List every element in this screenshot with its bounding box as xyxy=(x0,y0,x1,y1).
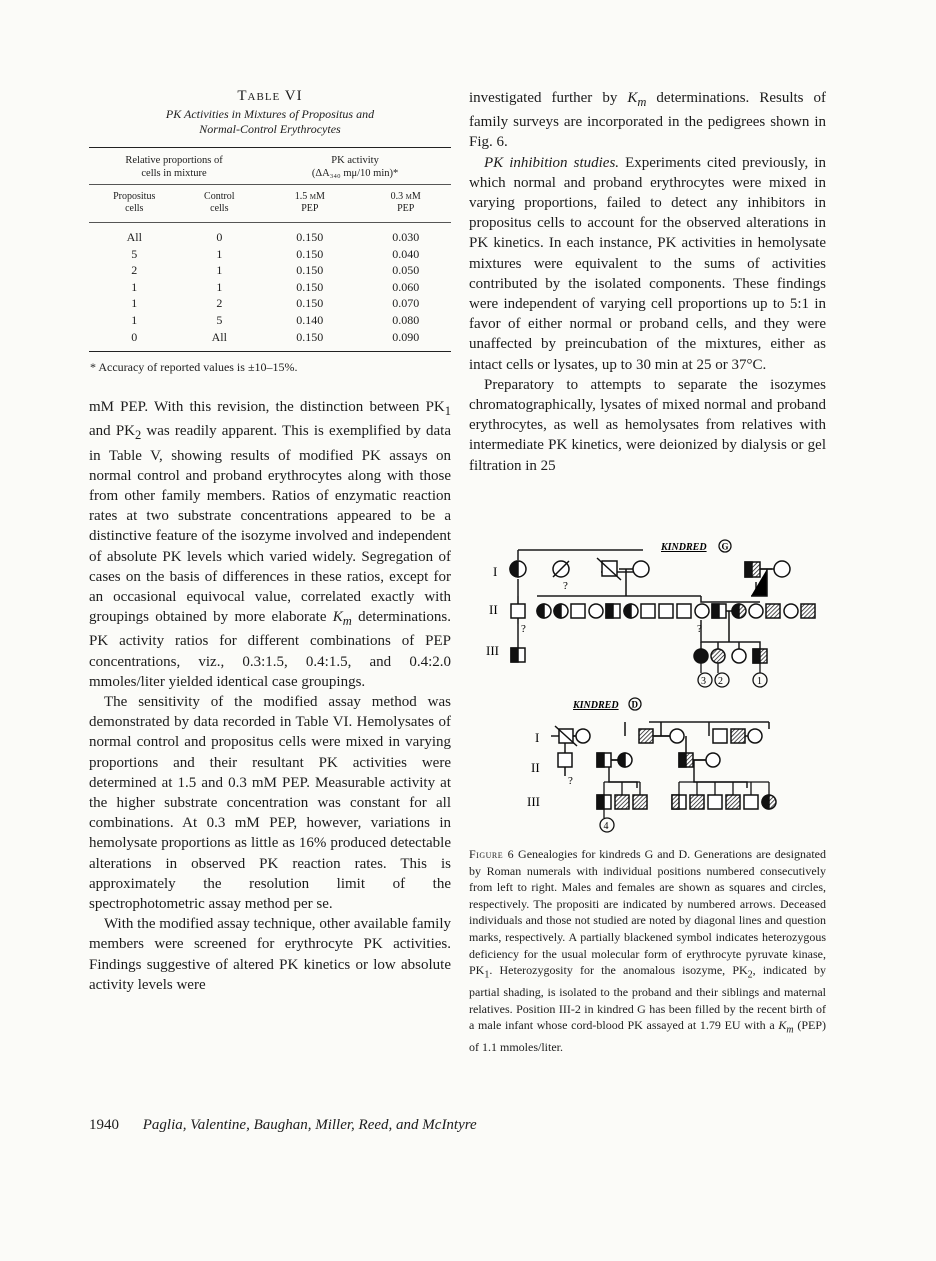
section-heading: PK inhibition studies. xyxy=(484,154,620,171)
table-row xyxy=(89,246,451,263)
caption-text: (PEP) of 1.1 mmoles/liter. xyxy=(469,1018,826,1055)
cell-control: All xyxy=(211,329,227,344)
text-run: investigated further by xyxy=(469,90,628,106)
pk-activity-table xyxy=(89,147,451,352)
cell-hi: 0.150 xyxy=(296,279,324,294)
caption-text: Genealogies for kindreds G and D. Generations are designated by Roman numerals with individual positions numbered consecutively from left to right. Males and females are shown as squares and circles, respectively. The propositi are indicated by numbered arrows. Deceased individuals and those not studied are noted by diagonal lines and question marks, respectively. A partially blackened symbol indicates heterozygous deficiency for the usual molecular form of erythrocyte pyruvate kinase, PK xyxy=(469,847,826,978)
cell-propositus: All xyxy=(126,230,142,244)
left-paragraph-2: The sensitivity of the modified assay method was demonstrated by data recorded in Table VI. Hemolysates of normal control and propositus cells were mixed in varying proportions and their resultant PK activities were determined at 1.5 and 0.3 mM PEP. Measurable activity at the higher substrate concentration was constant for all combinations. At 0.3 mM PEP, however, variations in hemolysate proportions as little as 16% produced detectable alterations in observed PK reaction rates. This is approximately the resolution limit of the spectrophotometric assay method per se. xyxy=(89,694,451,913)
question-mark: ? xyxy=(697,623,702,635)
gen-label-II: II xyxy=(489,602,498,617)
header-proportions-line1: Relative proportions of xyxy=(125,155,223,166)
cell-propositus: 1 xyxy=(131,279,138,294)
col-control xyxy=(180,185,260,223)
subscript: m xyxy=(637,95,647,109)
page-number: 1940 xyxy=(89,1117,119,1133)
table-row xyxy=(89,329,451,352)
kindred-g-label: KINDRED xyxy=(661,542,707,553)
right-column xyxy=(469,88,826,476)
subscript: 1 xyxy=(444,404,451,419)
question-mark: ? xyxy=(563,580,568,592)
km-symbol: K xyxy=(778,1018,787,1033)
col-control-line2: cells xyxy=(210,203,229,214)
running-authors: Paglia, Valentine, Baughan, Miller, Reed, and McIntyre xyxy=(142,1117,477,1133)
table-row xyxy=(89,295,451,312)
cell-lo: 0.040 xyxy=(392,246,420,261)
figure-6-pedigrees xyxy=(469,532,829,848)
header-pk-activity xyxy=(259,148,451,185)
gen-label-I: I xyxy=(535,730,540,745)
table-footnote: * Accuracy of reported values is ±10–15%. xyxy=(90,360,298,375)
cell-propositus: 2 xyxy=(131,263,138,278)
col-propositus xyxy=(89,185,180,223)
left-column xyxy=(89,88,451,995)
figure-6-caption xyxy=(469,846,826,1056)
cell-hi: 0.150 xyxy=(296,329,324,344)
col-1-5mm xyxy=(259,185,360,223)
gen-label-III: III xyxy=(486,643,499,658)
proband-arrow-4: 4 xyxy=(603,821,609,832)
cell-lo: 0.070 xyxy=(392,296,420,311)
pedigree-symbol xyxy=(633,561,649,577)
text-run: determinations. PK activity ratios for different combinations of PEP concentrations, viz., 0.3:1.5, 0.4:1.5, and 0.4:2.0 mmoles/liter yielded identical case groupings. xyxy=(89,609,451,690)
page-footer xyxy=(89,1117,477,1134)
cell-lo: 0.090 xyxy=(392,329,420,344)
col-1-5mm-line2: PEP xyxy=(301,203,319,214)
kindred-d-letter: D xyxy=(631,699,638,710)
cell-propositus: 1 xyxy=(131,312,138,327)
pedigree-symbol xyxy=(511,604,525,618)
cell-hi: 0.140 xyxy=(296,312,324,327)
table-label: Table VI xyxy=(237,88,303,104)
gen-label-II: II xyxy=(531,760,540,775)
cell-propositus: 1 xyxy=(131,296,138,311)
col-0-3mm xyxy=(360,185,451,223)
subscript: m xyxy=(786,1024,794,1036)
cell-hi: 0.150 xyxy=(296,263,324,278)
table-row xyxy=(89,279,451,296)
right-paragraph-1 xyxy=(469,88,826,153)
cell-lo: 0.060 xyxy=(392,279,420,294)
cell-control: 1 xyxy=(216,279,223,294)
left-paragraph-3: With the modified assay technique, other available family members were screened for erythrocyte PK activities. Findings suggestive of altered PK kinetics or low absolute activity levels were xyxy=(89,916,451,993)
cell-control: 5 xyxy=(216,312,223,327)
pedigree-symbol xyxy=(597,558,621,580)
table-row xyxy=(89,262,451,279)
question-mark: ? xyxy=(568,775,573,787)
cell-propositus: 0 xyxy=(131,329,138,344)
text-run: mM PEP. With this revision, the distinction between PK xyxy=(89,399,445,416)
gen-label-I: I xyxy=(493,564,498,579)
text-run: Experiments cited previously, in which normal and proband erythrocytes were mixed in varying proportions, failed to detect any inhibitors in propositus cells to account for the observed alterations in PK kinetics. In each instance, PK activities in hemolysate mixtures were equivalent to the sums of activities contributed by the isolated components. These findings were independent of varying cell proportions up to 5:1 in favor of either normal or proband cells, and they were unaffected by preincubation of the mixtures, either as intact cells or lysates, up to 30 min at 25 or 37°C. xyxy=(469,154,826,373)
caption-text: , indicated by partial shading, is isolated to the proband and their siblings and maternal relatives. Position III-2 in kindred G has been filled by the recent birth of a male infant whose cord-blood PK assayed at 1.79 EU with a xyxy=(469,963,826,1033)
proband-arrow-1: 1 xyxy=(757,676,762,687)
cell-hi: 0.150 xyxy=(296,246,324,261)
kindred-g-badge xyxy=(719,540,731,552)
left-paragraph-1 xyxy=(89,397,451,692)
pedigree-symbol xyxy=(745,562,760,577)
subscript: m xyxy=(342,614,352,629)
col-1-5mm-line1: 1.5 mM xyxy=(294,191,325,202)
cell-lo: 0.030 xyxy=(392,230,420,244)
pedigree-symbol xyxy=(510,561,526,577)
figure-label: Figure 6 xyxy=(469,847,515,861)
text-run: was readily apparent. This is exemplified by data in Table V, showing results of modified PK assays on normal control and proband erythrocytes along with those from other family members. Ratios of enzymatic reaction rates at two substrate concentrations appeared to be a distinctive feature of the isozyme involved and independent of absolute PK levels which varied widely. Segregation of cases on the basis of differences in these ratios, except for an occasional equivocal value, correlated exactly with groupings obtained by more elaborate xyxy=(89,423,451,626)
col-propositus-line1: Propositus xyxy=(113,191,156,202)
question-mark: ? xyxy=(521,623,526,635)
cell-control: 1 xyxy=(216,246,223,261)
right-paragraph-2 xyxy=(469,153,826,375)
subscript: 2 xyxy=(135,428,142,443)
header-pk-activity-line1: PK activity xyxy=(331,155,379,166)
table-caption xyxy=(89,88,451,137)
cell-hi: 0.150 xyxy=(296,296,324,311)
header-pk-activity-line2: (ΔA₃₄₀ mμ/10 min)* xyxy=(311,168,399,179)
kindred-d-badge xyxy=(629,698,641,710)
proband-arrow-3: 3 xyxy=(701,676,706,687)
cell-control: 1 xyxy=(216,263,223,278)
cell-control: 0 xyxy=(216,230,223,244)
col-0-3mm-line1: 0.3 mM xyxy=(390,191,421,202)
header-proportions xyxy=(89,148,259,185)
cell-lo: 0.050 xyxy=(392,263,420,278)
table-row xyxy=(89,223,451,246)
table-title-line1: PK Activities in Mixtures of Propositus and xyxy=(165,107,375,121)
pedigree-symbol xyxy=(774,561,790,577)
km-symbol: K xyxy=(627,90,638,106)
cell-lo: 0.080 xyxy=(392,312,420,327)
pedigree-svg xyxy=(469,532,829,848)
col-propositus-line2: cells xyxy=(125,203,144,214)
header-proportions-line2: cells in mixture xyxy=(141,168,207,179)
text-run: and PK xyxy=(89,423,136,440)
col-0-3mm-line2: PEP xyxy=(397,203,415,214)
cell-propositus: 5 xyxy=(131,246,138,261)
text-run: determinations. Results of family surveys are incorporated in the pedigrees shown in Fig. 6. xyxy=(469,90,826,151)
table-row xyxy=(89,312,451,329)
col-control-line1: Control xyxy=(204,191,235,202)
right-paragraph-3: Preparatory to attempts to separate the isozymes chromatographically, lysates of mixed normal and proband erythrocytes, as well as hemolysates from relatives with intermediate PK kinetics, were deionized by dialysis or gel filtration in 25 xyxy=(469,376,826,474)
gen-label-III: III xyxy=(527,794,540,809)
kindred-d-label: KINDRED xyxy=(573,700,619,711)
pedigree-symbol xyxy=(553,561,569,577)
table-title-line2: Normal-Control Erythrocytes xyxy=(199,122,341,136)
kindred-g-letter: G xyxy=(721,541,729,552)
subscript: 1 xyxy=(484,969,490,981)
km-symbol: K xyxy=(332,609,343,626)
proband-arrow-2: 2 xyxy=(718,676,723,687)
cell-control: 2 xyxy=(216,296,223,311)
subscript: 2 xyxy=(747,969,753,981)
caption-text: . Heterozygosity for the anomalous isozyme, PK xyxy=(489,963,748,978)
cell-hi: 0.150 xyxy=(296,230,324,244)
